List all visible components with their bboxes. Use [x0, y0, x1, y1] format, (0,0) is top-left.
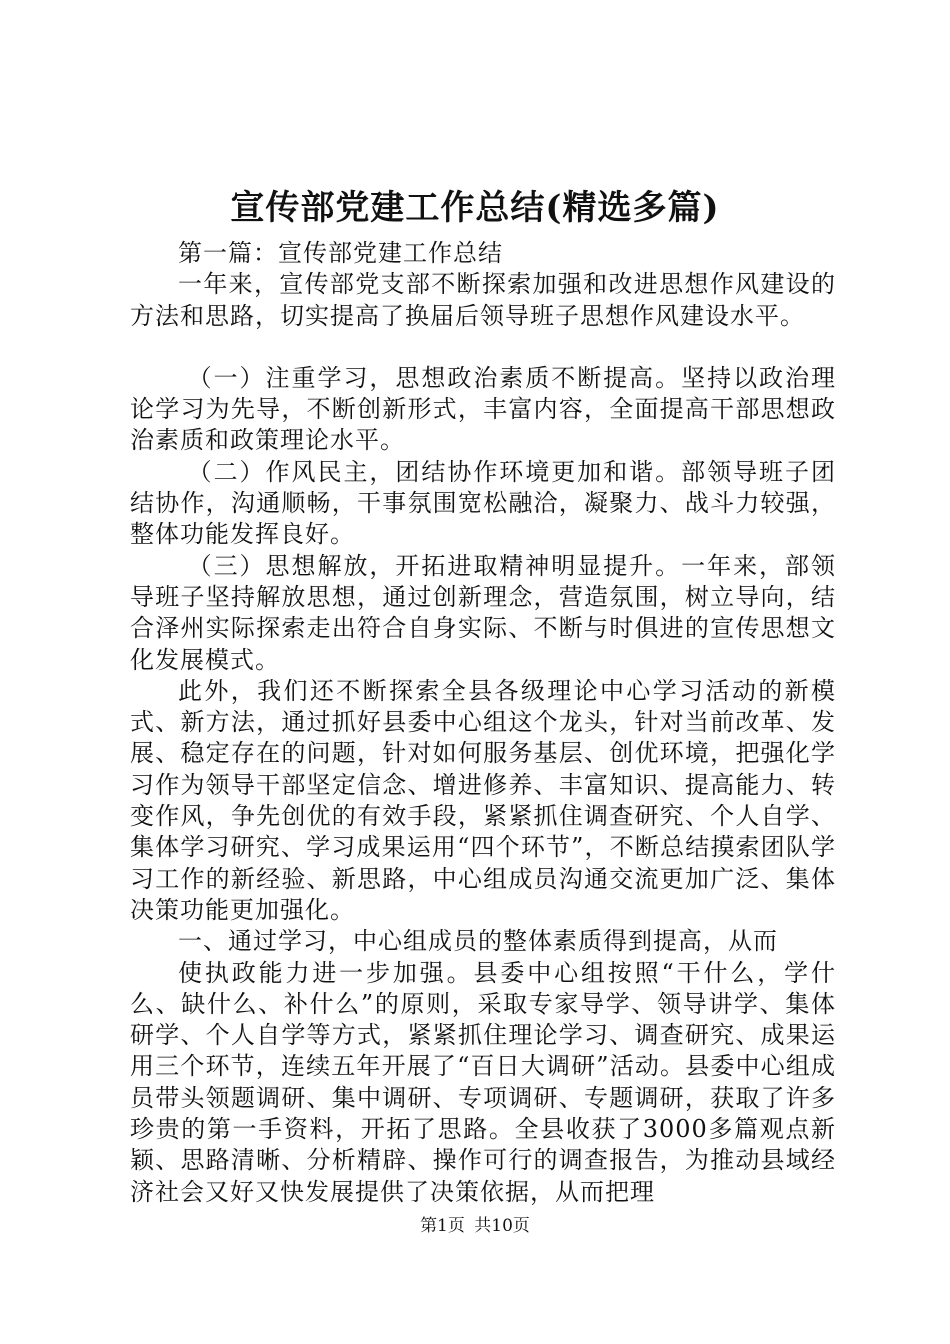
paragraph-continuation: 使执政能力进一步加强。县委中心组按照“干什么，学什么、缺什么、补什么”的原则，采取专家导学、领导讲学、集体研学、个人自学等方式，紧紧抓住理论学习、调查研究、成果运用三个环节，连续五年开展了“百日大调研”活动。县委中心组成员带头领题调研、集中调研、专项调研、专题调研，获取了许多珍贵的第一手资料，开拓了思路。全县收获了3000多篇观点新颖、思路清晰、分析精辟、操作可行的调查报告，为推动县域经济社会又好又快发展提供了决策依据，从而把理 [130, 958, 836, 1206]
paragraph-intro: 一年来，宣传部党支部不断探索加强和改进思想作风建设的方法和思路，切实提高了换届后领导班子思想作风建设水平。 [130, 270, 836, 330]
page-number: 第1页 [420, 1216, 465, 1236]
document-title: 宣传部党建工作总结(精选多篇) [230, 188, 720, 228]
document-body [130, 238, 836, 1208]
section-heading: 第一篇：宣传部党建工作总结 [178, 239, 503, 267]
paragraph-subheading: 一、通过学习，中心组成员的整体素质得到提高，从而 [178, 927, 778, 956]
paragraph-item-2: （二）作风民主，团结协作环境更加和谐。部领导班子团结协作，沟通顺畅，干事氛围宽松融洽，凝聚力、战斗力较强，整体功能发挥良好。 [130, 457, 836, 549]
paragraph-item-1: （一）注重学习，思想政治素质不断提高。坚持以政治理论学习为先导，不断创新形式，丰富内容，全面提高干部思想政治素质和政策理论水平。 [130, 363, 836, 455]
paragraph-additional: 此外，我们还不断探索全县各级理论中心学习活动的新模式、新方法，通过抓好县委中心组这个龙头，针对当前改革、发展、稳定存在的问题，针对如何服务基层、创优环境，把强化学习作为领导干部坚定信念、增进修养、丰富知识、提高能力、转变作风，争先创优的有效手段，紧紧抓住调查研究、个人自学、集体学习研究、学习成果运用“四个环节”，不断总结摸索团队学习工作的新经验、新思路，中心组成员沟通交流更加广泛、集体决策功能更加强化。 [130, 676, 836, 924]
page-footer [0, 1214, 950, 1238]
page-total: 共10页 [474, 1216, 530, 1236]
paragraph-item-3: （三）思想解放，开拓进取精神明显提升。一年来，部领导班子坚持解放思想，通过创新理念，营造氛围，树立导向，结合泽州实际探索走出符合自身实际、不断与时俱进的宣传思想文化发展模式。 [130, 551, 836, 674]
